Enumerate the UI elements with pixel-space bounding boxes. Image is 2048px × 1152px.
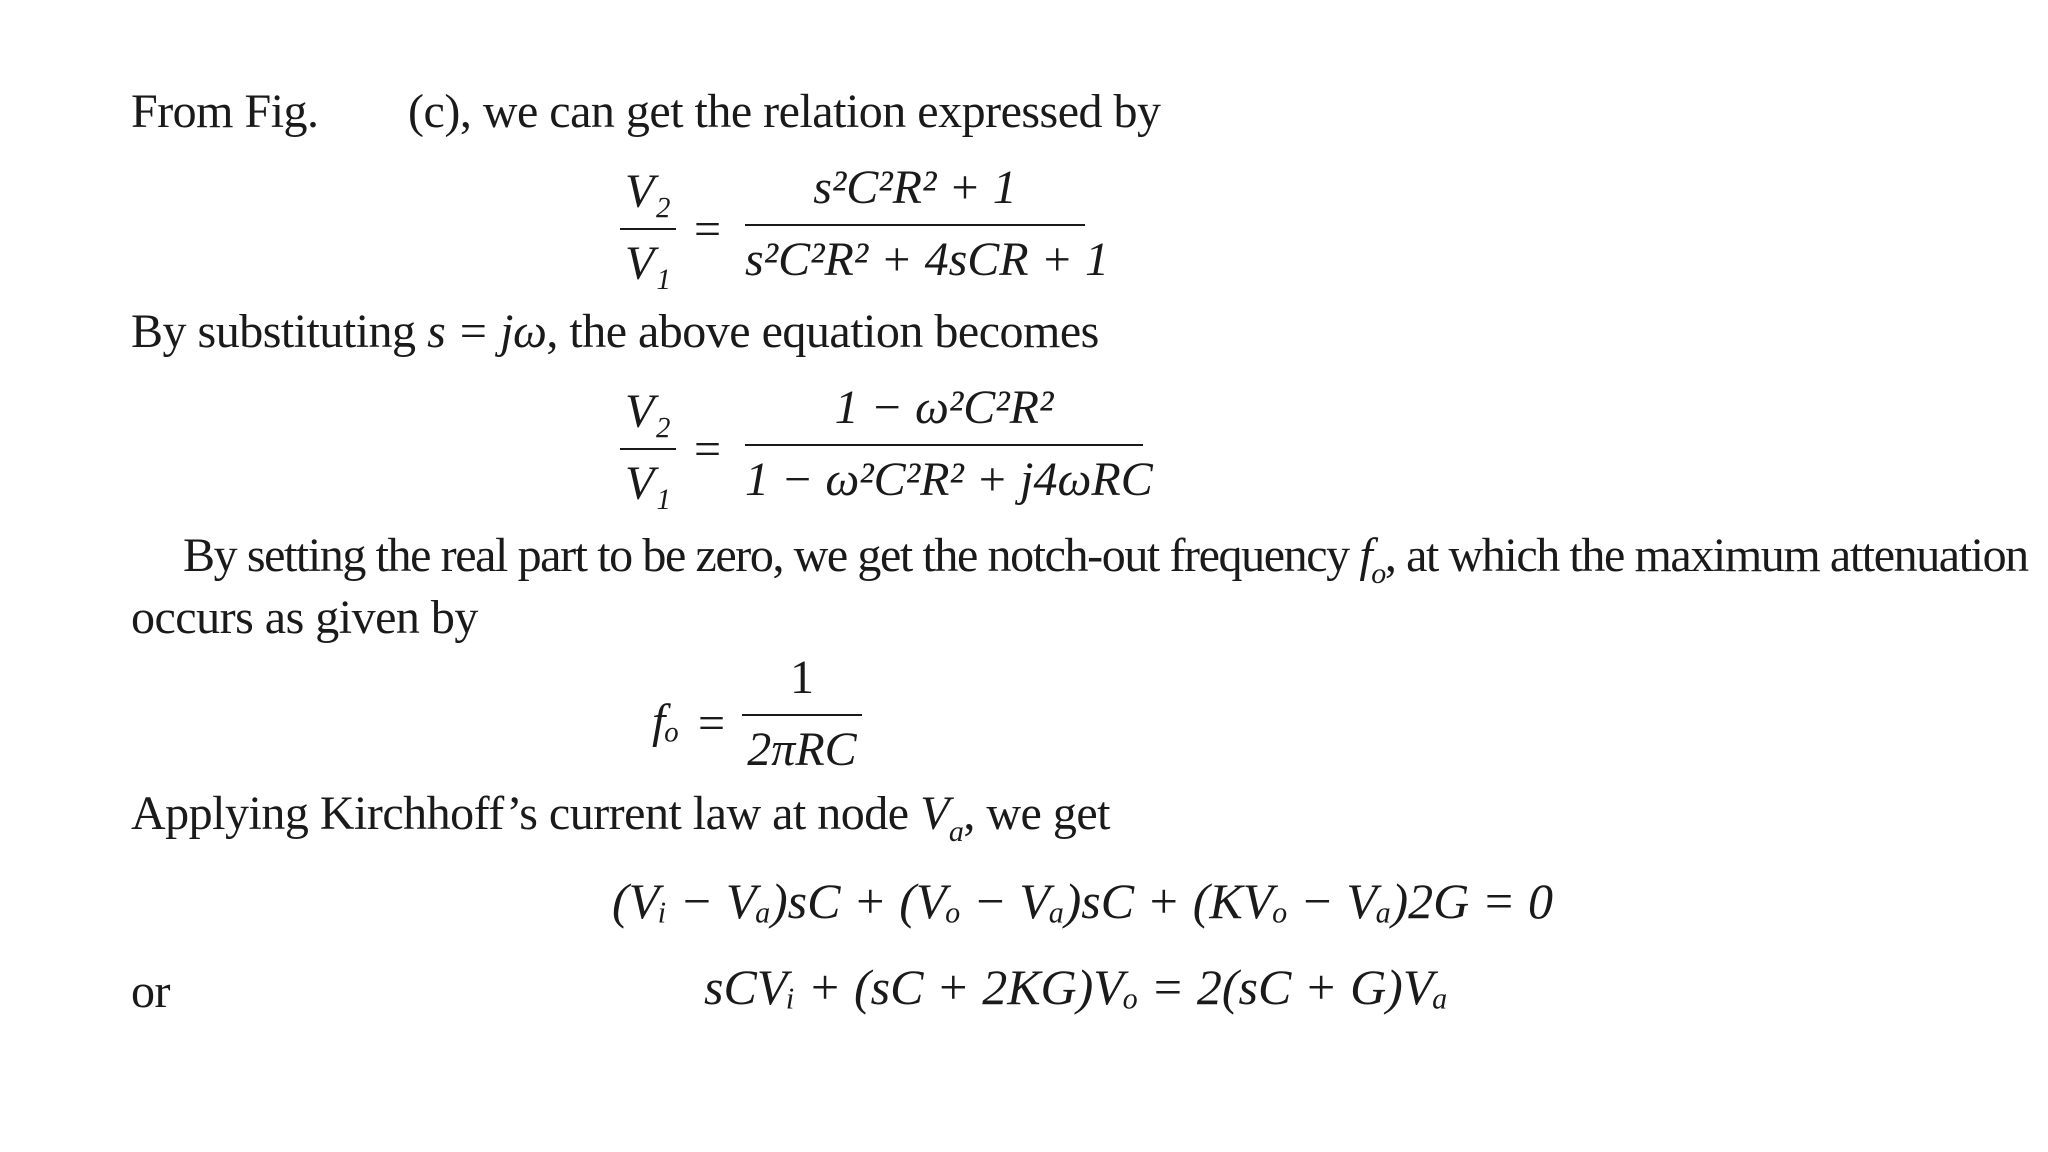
substitution-math: s = jω (427, 305, 547, 358)
equation-kcl-rearranged: sCVᵢ + (sC + 2KG)Vₒ = 2(sC + G)Vₐ (704, 959, 1448, 1015)
eq3-bar (742, 714, 862, 716)
notch-post: , at which the maximum attenuation (1384, 529, 2028, 582)
eq2-rhs-fraction (745, 381, 1153, 506)
kirchhoff-line (131, 787, 1110, 848)
eq3-fraction (742, 651, 862, 776)
eq1-lhs-bar (620, 228, 676, 230)
or-label: or (131, 965, 170, 1018)
eq1-lhs-fraction (620, 165, 676, 290)
eq1-rhs-numerator: s²C²R² + 1 (813, 161, 1017, 214)
eq2-rhs-bar (745, 444, 1143, 446)
intro-line (131, 85, 1161, 138)
kirchhoff-post: , we get (963, 787, 1110, 840)
eq3-equals: = (698, 697, 726, 750)
kirchhoff-pre: Applying Kirchhoff’s current law at node (131, 787, 921, 840)
notch-line (183, 529, 2028, 590)
eq2-lhs-bar (620, 448, 676, 450)
eq1-lhs-denominator: V₁ (624, 237, 671, 290)
notch-symbol: f (1359, 529, 1372, 582)
eq2-lhs-fraction (620, 385, 676, 510)
occurs-line: occurs as given by (131, 591, 478, 644)
kirchhoff-symbol: V (920, 787, 949, 840)
eq3-numerator: 1 (790, 651, 814, 704)
eq1-rhs-denominator: s²C²R² + 4sCR + 1 (745, 233, 1109, 286)
eq2-rhs-numerator: 1 − ω²C²R² (834, 381, 1054, 434)
eq1-lhs-numerator: V₂ (624, 165, 671, 218)
eq1-rhs-fraction (745, 161, 1109, 286)
intro-rest: (c), we can get the relation expressed by (408, 85, 1161, 138)
substitution-post: , the above equation becomes (546, 305, 1099, 358)
eq2-rhs-denominator: 1 − ω²C²R² + j4ωRC (745, 453, 1153, 506)
eq1-rhs-bar (745, 224, 1085, 226)
equation-kcl: (Vᵢ − Vₐ)sC + (Vₒ − Vₐ)sC + (KVₒ − Vₐ)2G = 0 (612, 873, 1554, 929)
kirchhoff-symbol-sub: a (948, 815, 964, 848)
eq1-equals: = (694, 203, 722, 256)
notch-pre: By setting the real part to be zero, we get the notch-out frequency (183, 529, 1360, 582)
intro-lead: From Fig. (131, 85, 319, 138)
eq3-denominator: 2πRC (747, 723, 857, 776)
eq2-lhs-numerator: V₂ (624, 385, 671, 438)
eq3-lhs: fₒ (652, 695, 680, 748)
substitution-pre: By substituting (131, 305, 428, 358)
substitution-line (131, 305, 1099, 358)
notch-symbol-sub: o (1371, 557, 1385, 590)
eq2-lhs-denominator: V₁ (624, 457, 671, 510)
eq2-equals: = (694, 423, 722, 476)
